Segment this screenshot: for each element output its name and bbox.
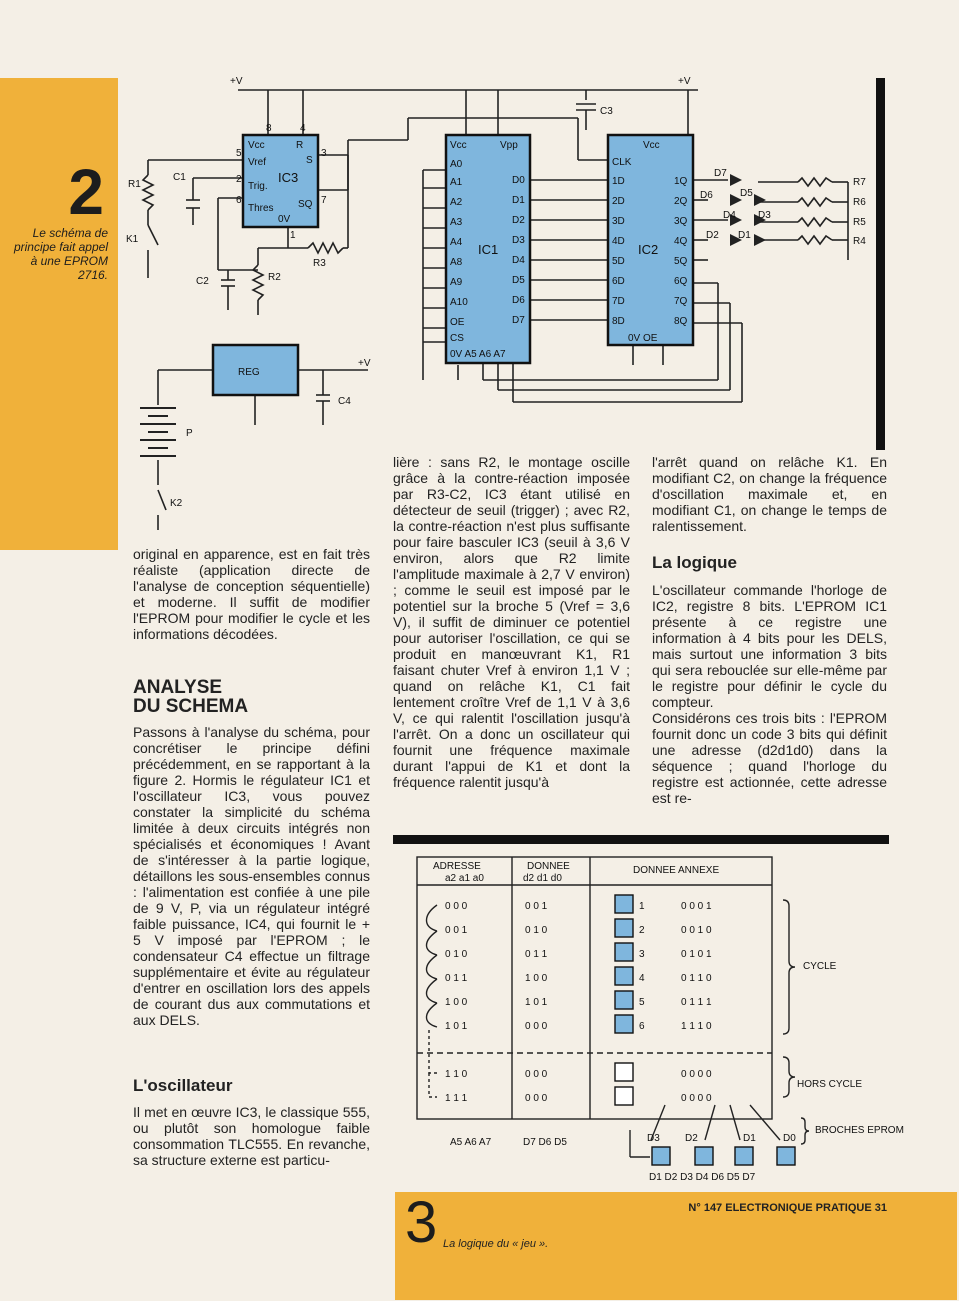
column-1-analyse-text: Passons à l'analyse du schéma, pour concrétiser le principe défini précédemment, en se rapportant à la figure 2. Hormis le régulateur IC1 et l'oscillateur IC3, vous pouvez constater la simplicité du schéma limitée à deux circuits intégrés non spécialisés et économiques ! Avant de s'intéresser à la partie logique, détaillons les sous-ensembles connus : l'alimentation est confiée à une pile de 9 V, P, via un régulateur intégré faible puissance, IC4, qui fournit le + 5 V imposé par l'EPROM ; le condensateur C4 effectue un filtrage supplémentaire et évite au régulateur d'entrer en oscillation lors des appels de courant dus aux commutations et aux DELS. [133,724,370,1028]
svg-text:0 0 0: 0 0 0 [445,901,468,912]
svg-text:3: 3 [639,949,645,960]
figure-3-number: 3 [405,1190,438,1255]
pile-label: P [186,428,193,439]
svg-text:1 1 0: 1 1 0 [445,1069,468,1080]
svg-text:3: 3 [321,148,327,159]
svg-text:1 1 1 0: 1 1 1 0 [681,1021,712,1032]
svg-text:3Q: 3Q [674,216,688,227]
svg-text:0 0 0: 0 0 0 [525,1021,548,1032]
ic1-label: IC1 [478,242,499,257]
svg-text:A0: A0 [450,159,463,170]
svg-text:K1: K1 [126,234,139,245]
svg-text:OE: OE [450,317,465,328]
svg-text:Vpp: Vpp [500,140,518,151]
led-square-d1 [652,1147,670,1165]
svg-text:C2: C2 [196,276,209,287]
svg-text:6: 6 [236,195,242,206]
svg-text:SQ: SQ [298,199,313,210]
svg-text:C3: C3 [600,106,613,117]
svg-text:Vcc: Vcc [643,140,660,151]
figure-3-caption-band [395,1192,957,1300]
svg-text:D1: D1 [743,1133,756,1144]
svg-text:7D: 7D [612,296,625,307]
svg-text:D3: D3 [758,210,771,221]
label-hors-cycle: HORS CYCLE [797,1079,863,1090]
svg-text:a2 a1 a0: a2 a1 a0 [445,873,484,884]
svg-text:1: 1 [290,230,296,241]
svg-text:A5 A6 A7: A5 A6 A7 [450,1137,492,1148]
svg-text:D7 D6 D5: D7 D6 D5 [523,1137,567,1148]
dice-4 [615,967,633,985]
svg-text:0 0 0 0: 0 0 0 0 [681,1069,712,1080]
svg-text:R7: R7 [853,177,866,188]
column-1-osc-text: Il met en œuvre IC3, le classique 555, ou plutôt son homologue faible consommation TLC555. En revanche, sa structure externe est particu- [133,1104,370,1168]
label-vplus-left: +V [230,76,243,87]
svg-text:D6: D6 [700,190,713,201]
svg-text:6: 6 [639,1021,645,1032]
svg-text:1 0 0: 1 0 0 [445,997,468,1008]
svg-text:5Q: 5Q [674,256,688,267]
svg-text:D4: D4 [512,255,525,266]
svg-text:2Q: 2Q [674,196,688,207]
heading-oscillateur: L'oscillateur [133,1076,233,1095]
svg-text:S: S [306,155,313,166]
dice-1 [615,895,633,913]
svg-text:D2: D2 [512,215,525,226]
svg-text:D3: D3 [647,1133,660,1144]
svg-text:0 1 1 1: 0 1 1 1 [681,997,712,1008]
dice-blank-1 [615,1063,633,1081]
svg-text:1 1 1: 1 1 1 [445,1093,468,1104]
svg-text:D0: D0 [512,175,525,186]
svg-text:Thres: Thres [248,203,274,214]
led-square-d7 [777,1147,795,1165]
svg-text:0V: 0V [278,214,291,225]
svg-text:Vref: Vref [248,157,266,168]
svg-text:D2: D2 [706,230,719,241]
svg-text:C1: C1 [173,172,186,183]
svg-text:4Q: 4Q [674,236,688,247]
column-3-text: l'arrêt quand on relâche K1. En modifiant C2, on change la fréquence d'oscillation maximale et, en modifiant C1, on change le temps de ralentissement. [652,454,887,534]
led-square-d3 [735,1147,753,1165]
svg-text:D4: D4 [723,210,736,221]
svg-text:3D: 3D [612,216,625,227]
figure-3-logic-table [415,855,904,1185]
svg-text:0 0 0 0: 0 0 0 0 [681,1093,712,1104]
svg-text:4D: 4D [612,236,625,247]
svg-text:5: 5 [639,997,645,1008]
column-2-text: lière : sans R2, le montage oscille grâce à la contre-réaction imposée par R3-C2, IC3 étant utilisé en détecteur de seuil (trigger) ; avec R2, la contre-réaction n'est plus suffisante pour faire basculer IC3 (seuil à 3,6 V environ, alors que R2 limite l'amplitude maximale à 2,7 V environ) ; comme le seuil est imposé par le potentiel sur la broche 5 (Vref = 3,6 V), il suffit de diminuer ce potentiel pour autoriser l'oscillation, ce qui se produit en manœuvrant K1, R1 faisant chuter Vref à environ 1,1 V ; quand on relâche K1, C1 fait lentement croître Vref de 1,1 V à 3,6 V, ce qui ralentit l'oscillation jusqu'à l'arrêt. On a donc un oscillateur qui fournit une fréquence maximale durant l'appui de K1 et dont la fréquence ralentit jusqu'à [393,454,630,790]
svg-text:CS: CS [450,333,464,344]
svg-text:0 1 1 0: 0 1 1 0 [681,973,712,984]
svg-text:D7: D7 [714,168,727,179]
column-3-logique-text: L'oscillateur commande l'horloge de IC2, registre 8 bits. L'EPROM IC1 présente à ce registre une information à 4 bits pour les DELS, mais surtout une information 3 bits qui sera rebouclée sur elle-même par le registre pour définir le cycle du compteur. Considérons ces trois bits : l'EPROM fournit donc un code 3 bits qui définit une adresse (d2d1d0) dans la séquence ; quand l'horloge du registre est actionnée, cette adresse est re- [652,582,887,806]
svg-text:6D: 6D [612,276,625,287]
svg-text:A3: A3 [450,217,463,228]
svg-text:A2: A2 [450,197,463,208]
right-rule [876,78,885,450]
svg-text:0 0 0: 0 0 0 [525,1069,548,1080]
svg-text:D1 D2 D3 D4 D6 D5 D7: D1 D2 D3 D4 D6 D5 D7 [649,1172,756,1183]
svg-text:0 0 1 0: 0 0 1 0 [681,925,712,936]
svg-text:A8: A8 [450,257,463,268]
svg-text:D6: D6 [512,295,525,306]
svg-text:R1: R1 [128,179,141,190]
svg-text:R5: R5 [853,217,866,228]
svg-text:8: 8 [266,123,272,134]
svg-text:d2 d1 d0: d2 d1 d0 [523,873,562,884]
svg-text:Vcc: Vcc [248,140,265,151]
svg-text:R4: R4 [853,236,866,247]
heading-logique: La logique [652,553,737,572]
col-adresse: ADRESSE [433,861,481,872]
dice-2 [615,919,633,937]
svg-text:CLK: CLK [612,157,632,168]
svg-text:0 1 1: 0 1 1 [445,973,468,984]
svg-text:A10: A10 [450,297,468,308]
svg-text:2: 2 [236,174,242,185]
svg-text:D0: D0 [783,1133,796,1144]
svg-text:D1: D1 [512,195,525,206]
figure-2-number: 2 [68,156,104,228]
svg-text:D7: D7 [512,315,525,326]
svg-text:2D: 2D [612,196,625,207]
svg-text:0 0 1: 0 0 1 [525,901,548,912]
label-cycle: CYCLE [803,961,837,972]
page-folio: N° 147 ELECTRONIQUE PRATIQUE 31 [688,1202,887,1214]
svg-text:5: 5 [236,148,242,159]
svg-text:R: R [296,140,304,151]
svg-text:Trig.: Trig. [248,181,268,192]
svg-text:C4: C4 [338,396,351,407]
svg-text:R3: R3 [313,258,326,269]
dice-3 [615,943,633,961]
svg-text:Vcc: Vcc [450,140,467,151]
svg-text:8D: 8D [612,316,625,327]
dice-6 [615,1015,633,1033]
figure-2-caption-band [0,78,118,550]
svg-text:1 0 1: 1 0 1 [445,1021,468,1032]
svg-text:8Q: 8Q [674,316,688,327]
heading-analyse: ANALYSE DU SCHEMA [133,677,249,717]
svg-text:0V OE: 0V OE [628,333,658,344]
svg-text:D3: D3 [512,235,525,246]
svg-text:1 0 0: 1 0 0 [525,973,548,984]
svg-text:D5: D5 [512,275,525,286]
reg-label: REG [238,367,260,378]
dice-blank-2 [615,1087,633,1105]
ic3-label: IC3 [278,170,299,185]
svg-text:0V A5 A6 A7: 0V A5 A6 A7 [450,349,506,360]
figure-3-top-rule [393,835,889,844]
label-broches: BROCHES EPROM [815,1125,904,1136]
col-donnee: DONNEE [527,861,570,872]
svg-text:0 1 0: 0 1 0 [445,949,468,960]
figure-3-caption: La logique du « jeu ». [443,1238,549,1250]
led-square-d2 [695,1147,713,1165]
svg-text:1D: 1D [612,176,625,187]
label-vplus-reg: +V [358,358,371,369]
svg-text:D2: D2 [685,1133,698,1144]
figure-2-caption: Le schéma de principe fait appel à une EPROM 2716. [13,226,108,282]
label-vplus-right: +V [678,76,691,87]
svg-text:4: 4 [300,123,306,134]
svg-text:1: 1 [639,901,645,912]
svg-text:0 1 0 1: 0 1 0 1 [681,949,712,960]
svg-text:0 1 0: 0 1 0 [525,925,548,936]
svg-text:R6: R6 [853,197,866,208]
svg-text:0 1 1: 0 1 1 [525,949,548,960]
svg-text:2: 2 [639,925,645,936]
svg-text:A4: A4 [450,237,463,248]
svg-text:D1: D1 [738,230,751,241]
ic2-label: IC2 [638,242,659,257]
led-d7 [730,174,742,186]
svg-text:K2: K2 [170,498,183,509]
svg-text:1 0 1: 1 0 1 [525,997,548,1008]
dice-5 [615,991,633,1009]
column-1-intro: original en apparence, est en fait très réaliste (application directe de l'analyse de conception séquentielle) et moderne. Il suffit de modifier l'EPROM pour modifier le cycle et les informations décodées. [133,546,370,642]
svg-text:0 0 1: 0 0 1 [445,925,468,936]
svg-text:0 0 0 1: 0 0 0 1 [681,901,712,912]
svg-text:7: 7 [321,195,327,206]
svg-text:A1: A1 [450,177,463,188]
svg-text:D5: D5 [740,188,753,199]
svg-text:1Q: 1Q [674,176,688,187]
col-annexe: DONNEE ANNEXE [633,865,720,876]
svg-text:5D: 5D [612,256,625,267]
svg-text:R2: R2 [268,272,281,283]
svg-text:6Q: 6Q [674,276,688,287]
svg-text:0 0 0: 0 0 0 [525,1093,548,1104]
svg-text:7Q: 7Q [674,296,688,307]
svg-text:4: 4 [639,973,645,984]
svg-text:A9: A9 [450,277,463,288]
